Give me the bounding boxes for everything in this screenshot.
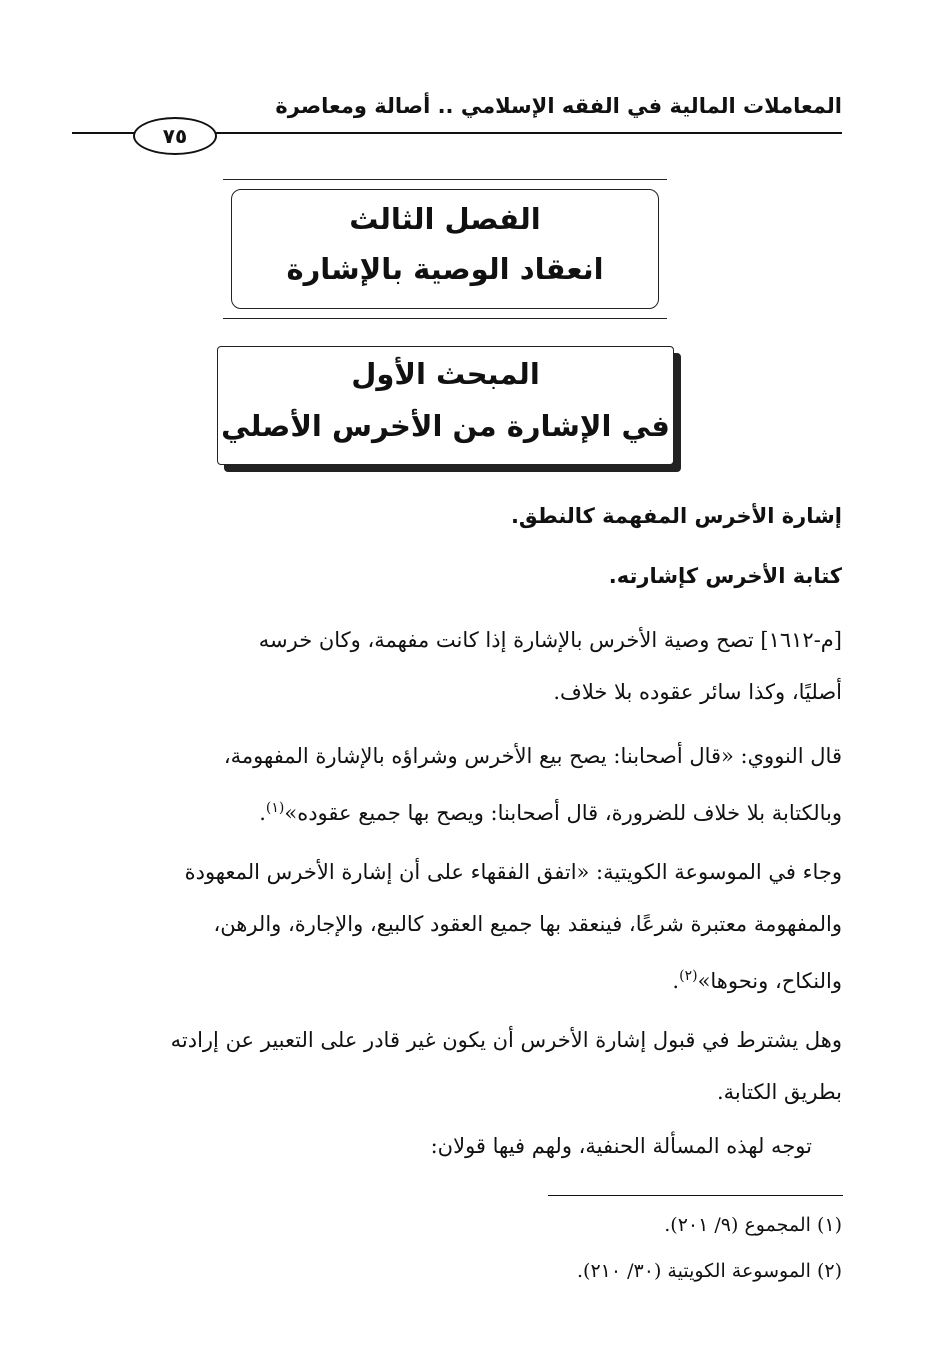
footnote-rule: [548, 1195, 843, 1196]
para3-line3-text: والنكاح، ونحوها»: [697, 969, 842, 993]
section-number: المبحث الأول: [351, 357, 540, 391]
para4-line1: وهل يشترط في قبول إشارة الأخرس أن يكون غير قادر على التعبير عن إرادته: [170, 1028, 842, 1052]
para2-line2-text: وبالكتابة بلا خلاف للضرورة، قال أصحابنا: ويصح بها جميع عقوده»: [284, 801, 842, 825]
para2-line1: قال النووي: «قال أصحابنا: يصح بيع الأخرس وشراؤه بالإشارة المفهومة،: [223, 744, 842, 768]
para2-period: .: [259, 801, 266, 825]
para1-line1: [م-١٦١٢] تصح وصية الأخرس بالإشارة إذا كانت مفهمة، وكان خرسه: [258, 628, 842, 652]
para3-line2: والمفهومة معتبرة شرعًا، فينعقد بها جميع العقود كالبيع، والإجارة، والرهن،: [213, 912, 842, 936]
rule-2: كتابة الأخرس كإشارته.: [608, 564, 842, 588]
footnote-ref-2[interactable]: (٢): [679, 968, 698, 984]
para3-line1: وجاء في الموسوعة الكويتية: «اتفق الفقهاء على أن إشارة الأخرس المعهودة: [184, 860, 842, 884]
para3-line3: [80, 950, 842, 1007]
para3-period: .: [672, 969, 680, 993]
para2-line2: [80, 782, 842, 839]
section-title: في الإشارة من الأخرس الأصلي: [221, 409, 670, 443]
chapter-title: انعقاد الوصية بالإشارة: [286, 252, 604, 286]
page-number: ٧٥: [133, 117, 217, 155]
chapter-number: الفصل الثالث: [349, 202, 541, 236]
running-header: المعاملات المالية في الفقه الإسلامي .. أصالة ومعاصرة: [275, 94, 842, 118]
footnote-1: (١) المجموع (٩/ ٢٠١).: [664, 1214, 842, 1236]
para1-line2: أصليًا، وكذا سائر عقوده بلا خلاف.: [553, 680, 842, 704]
footnote-2: (٢) الموسوعة الكويتية (٣٠/ ٢١٠).: [577, 1260, 842, 1282]
section-title-box: [217, 346, 674, 465]
chapter-title-box: [223, 179, 667, 319]
footnote-ref-1[interactable]: (١): [265, 800, 285, 816]
para4-line2: بطريق الكتابة.: [716, 1080, 842, 1104]
rule-1: إشارة الأخرس المفهمة كالنطق.: [510, 504, 842, 528]
para5: توجه لهذه المسألة الحنفية، ولهم فيها قولان:: [430, 1134, 812, 1158]
chapter-title-frame: [231, 189, 659, 309]
